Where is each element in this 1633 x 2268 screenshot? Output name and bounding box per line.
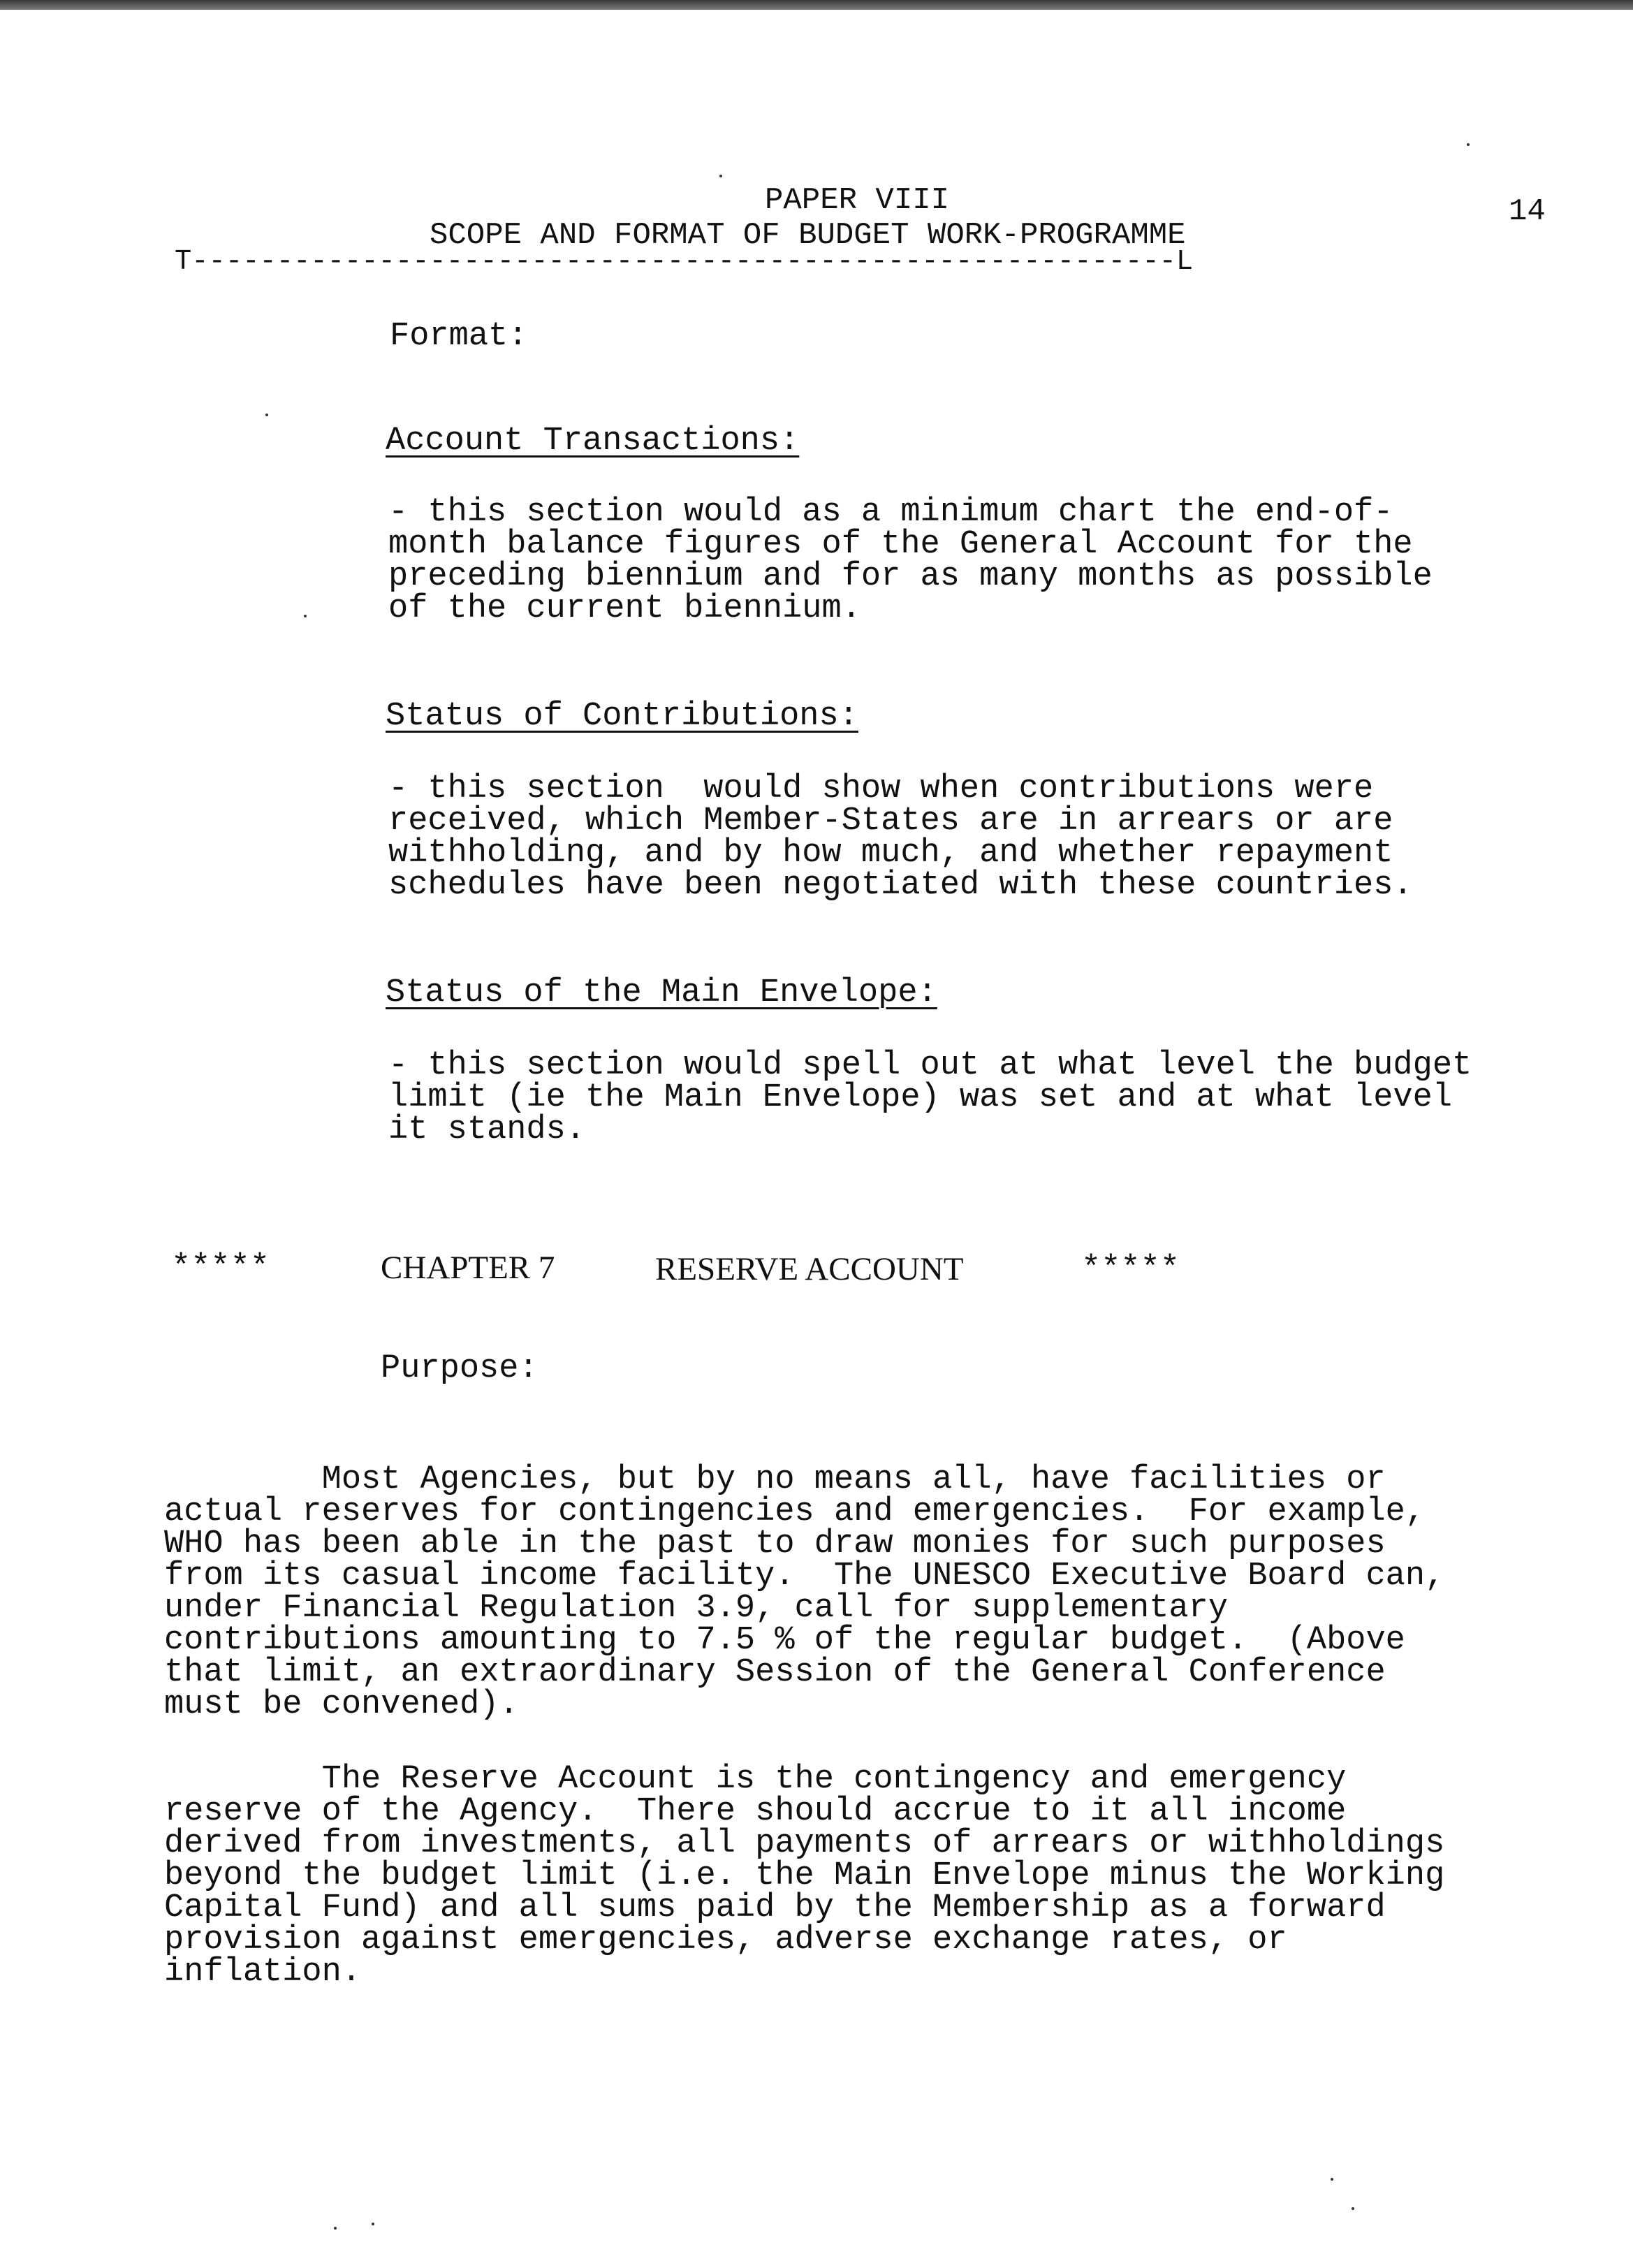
paragraph-line: must be convened).	[164, 1686, 519, 1723]
section-heading-status-of-main-envelope: Status of the Main Envelope:	[386, 974, 937, 1011]
section-text-line: it stands.	[388, 1111, 586, 1148]
scan-speck	[1352, 2207, 1354, 2210]
section-heading-status-of-contributions: Status of Contributions:	[386, 698, 858, 735]
section-heading-account-transactions: Account Transactions:	[386, 423, 800, 460]
chapter-title: RESERVE ACCOUNT	[655, 1251, 964, 1287]
paragraph-line: Most Agencies, but by no means all, have facilities or	[164, 1461, 1386, 1498]
chapter-stars-left: *****	[171, 1250, 270, 1287]
scan-speck	[719, 175, 722, 177]
section-text-line: of the current biennium.	[388, 590, 861, 627]
section-text-line: preceding biennium and for as many months as possible	[388, 558, 1433, 595]
section-text-line: month balance figures of the General Account for the	[388, 526, 1413, 563]
section-text-line: - this section would spell out at what level the budget	[388, 1047, 1472, 1084]
page-number: 14	[1509, 194, 1546, 229]
section-text-line: - this section would as a minimum chart the end-of-	[388, 494, 1393, 531]
purpose-heading: Purpose:	[381, 1350, 539, 1387]
section-text-line: schedules have been negotiated with these countries.	[388, 867, 1413, 904]
scan-speck	[265, 414, 268, 416]
section-text-line: received, which Member-States are in arrears or are	[388, 803, 1393, 840]
paragraph-line: from its casual income facility. The UNESCO Executive Board can,	[164, 1558, 1445, 1595]
paragraph-line: actual reserves for contingencies and emergencies. For example,	[164, 1493, 1426, 1530]
section-text-line: - this section would show when contributions were	[388, 770, 1374, 807]
scan-speck	[372, 2223, 374, 2225]
scan-speck	[1331, 2178, 1333, 2181]
paragraph-line: inflation.	[164, 1954, 362, 1991]
scan-edge	[0, 0, 1633, 10]
paragraph-line: provision against emergencies, adverse exchange rates, or	[164, 1922, 1287, 1959]
section-text-line: withholding, and by how much, and whether repayment	[388, 835, 1393, 872]
scan-speck	[1467, 143, 1470, 146]
paragraph-line: contributions amounting to 7.5 % of the regular budget. (Above	[164, 1622, 1405, 1659]
paragraph-line: reserve of the Agency. There should accrue to it all income	[164, 1793, 1347, 1830]
scan-speck	[304, 615, 307, 617]
paragraph-line: derived from investments, all payments of arrears or withholdings	[164, 1825, 1445, 1862]
section-text-line: limit (ie the Main Envelope) was set and at what level	[388, 1079, 1453, 1116]
scan-speck	[334, 2227, 337, 2230]
paragraph-line: Capital Fund) and all sums paid by the Membership as a forward	[164, 1889, 1386, 1926]
paper-label: PAPER VIII	[765, 183, 950, 218]
page-title: SCOPE AND FORMAT OF BUDGET WORK-PROGRAMME	[430, 218, 1186, 253]
paragraph-line: beyond the budget limit (i.e. the Main Envelope minus the Working	[164, 1857, 1445, 1894]
chapter-stars-right: *****	[1081, 1251, 1180, 1288]
header-rule: T----------------------------------------------------------L	[175, 246, 1194, 278]
chapter-number: CHAPTER 7	[381, 1250, 555, 1286]
paragraph-line: The Reserve Account is the contingency and emergency	[164, 1761, 1347, 1798]
format-heading: Format:	[390, 318, 528, 355]
paragraph-line: WHO has been able in the past to draw monies for such purposes	[164, 1526, 1386, 1563]
paragraph-line: under Financial Regulation 3.9, call for supplementary	[164, 1590, 1229, 1627]
paragraph-line: that limit, an extraordinary Session of the General Conference	[164, 1654, 1386, 1691]
